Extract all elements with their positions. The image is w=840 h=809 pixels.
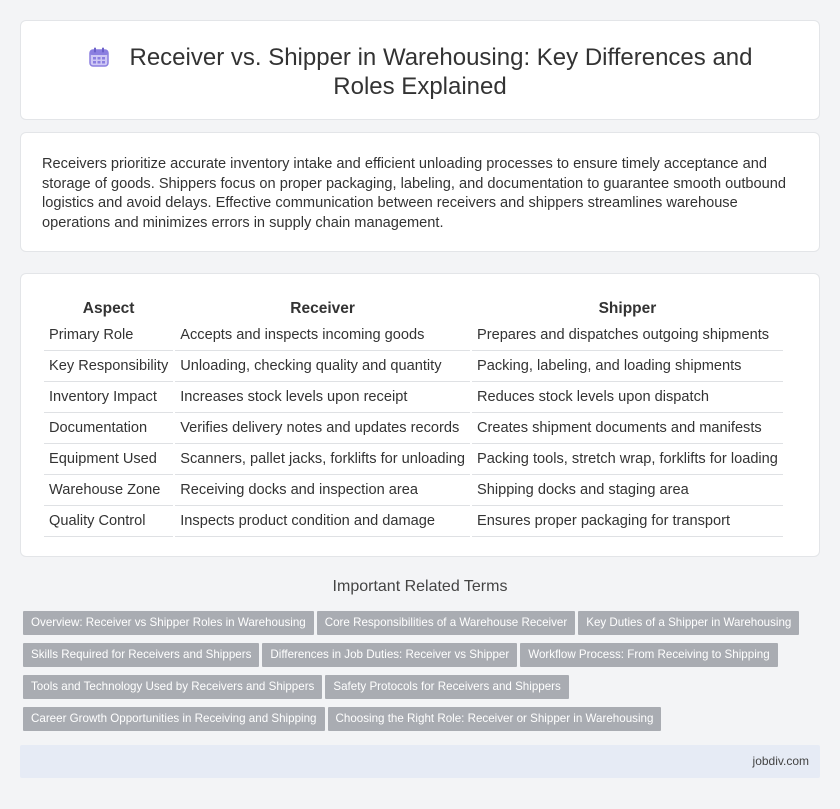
table-row: [44, 475, 783, 506]
related-term-link[interactable]: Key Duties of a Shipper in Warehousing: [578, 611, 799, 635]
table-row: [44, 382, 783, 413]
related-term-link[interactable]: Overview: Receiver vs Shipper Roles in Warehousing: [23, 611, 314, 635]
aspect-cell: Quality Control: [44, 506, 173, 537]
aspect-cell: Documentation: [44, 413, 173, 444]
shipper-cell: Ensures proper packaging for transport: [472, 506, 783, 537]
header-receiver: Receiver: [290, 300, 355, 317]
receiver-cell: Verifies delivery notes and updates records: [175, 413, 470, 444]
summary-text: Receivers prioritize accurate inventory intake and efficient unloading processes to ensure timely acceptance and storage of goods. Shippers focus on proper packaging, labeling, and documentation to guarantee smooth outbound logistics and avoid delays. Effective communication between receivers and shippers streamlines warehouse operations and minimizes errors in supply chain management.: [42, 156, 786, 231]
header-shipper: Shipper: [598, 300, 657, 317]
tag-row: [23, 611, 823, 643]
aspect-cell: Primary Role: [44, 320, 173, 351]
summary-card: [20, 132, 820, 252]
receiver-cell: Accepts and inspects incoming goods: [175, 320, 470, 351]
footer: [20, 745, 820, 778]
header-card: [20, 20, 820, 120]
receiver-cell: Inspects product condition and damage: [175, 506, 470, 537]
page-title-container: [61, 43, 779, 101]
related-term-link[interactable]: Career Growth Opportunities in Receiving and Shipping: [23, 707, 325, 731]
comparison-table: [42, 294, 785, 537]
related-term-link[interactable]: Safety Protocols for Receivers and Shippers: [325, 675, 568, 699]
table-header-row: [44, 294, 783, 320]
shipper-cell: Shipping docks and staging area: [472, 475, 783, 506]
table-row: [44, 320, 783, 351]
table-row: [44, 506, 783, 537]
page-title: Receiver vs. Shipper in Warehousing: Key Differences and Roles Explained: [129, 44, 753, 100]
related-terms-title: Important Related Terms: [332, 578, 508, 595]
aspect-cell: Equipment Used: [44, 444, 173, 475]
aspect-cell: Warehouse Zone: [44, 475, 173, 506]
receiver-cell: Increases stock levels upon receipt: [175, 382, 470, 413]
comparison-table-card: [20, 273, 820, 557]
table-row: [44, 444, 783, 475]
shipper-cell: Reduces stock levels upon dispatch: [472, 382, 783, 413]
shipper-cell: Packing tools, stretch wrap, forklifts for loading: [472, 444, 783, 475]
related-term-link[interactable]: Differences in Job Duties: Receiver vs Shipper: [262, 643, 517, 667]
shipper-cell: Prepares and dispatches outgoing shipments: [472, 320, 783, 351]
footer-site-link[interactable]: jobdiv.com: [752, 754, 809, 768]
receiver-cell: Scanners, pallet jacks, forklifts for unloading: [175, 444, 470, 475]
related-term-link[interactable]: Core Responsibilities of a Warehouse Receiver: [317, 611, 576, 635]
table-row: [44, 351, 783, 382]
tag-row: [23, 675, 823, 707]
tag-row: [23, 643, 823, 675]
header-aspect: Aspect: [82, 300, 135, 317]
shipper-cell: Creates shipment documents and manifests: [472, 413, 783, 444]
related-term-link[interactable]: Workflow Process: From Receiving to Shipping: [520, 643, 777, 667]
aspect-cell: Key Responsibility: [44, 351, 173, 382]
related-term-link[interactable]: Choosing the Right Role: Receiver or Shipper in Warehousing: [328, 707, 662, 731]
shipper-cell: Packing, labeling, and loading shipments: [472, 351, 783, 382]
receiver-cell: Receiving docks and inspection area: [175, 475, 470, 506]
related-term-link[interactable]: Tools and Technology Used by Receivers and Shippers: [23, 675, 322, 699]
tag-row: [23, 707, 823, 739]
related-term-link[interactable]: Skills Required for Receivers and Shippers: [23, 643, 259, 667]
table-row: [44, 413, 783, 444]
aspect-cell: Inventory Impact: [44, 382, 173, 413]
related-terms-tags: [23, 611, 823, 739]
calendar-icon: [88, 46, 110, 68]
receiver-cell: Unloading, checking quality and quantity: [175, 351, 470, 382]
